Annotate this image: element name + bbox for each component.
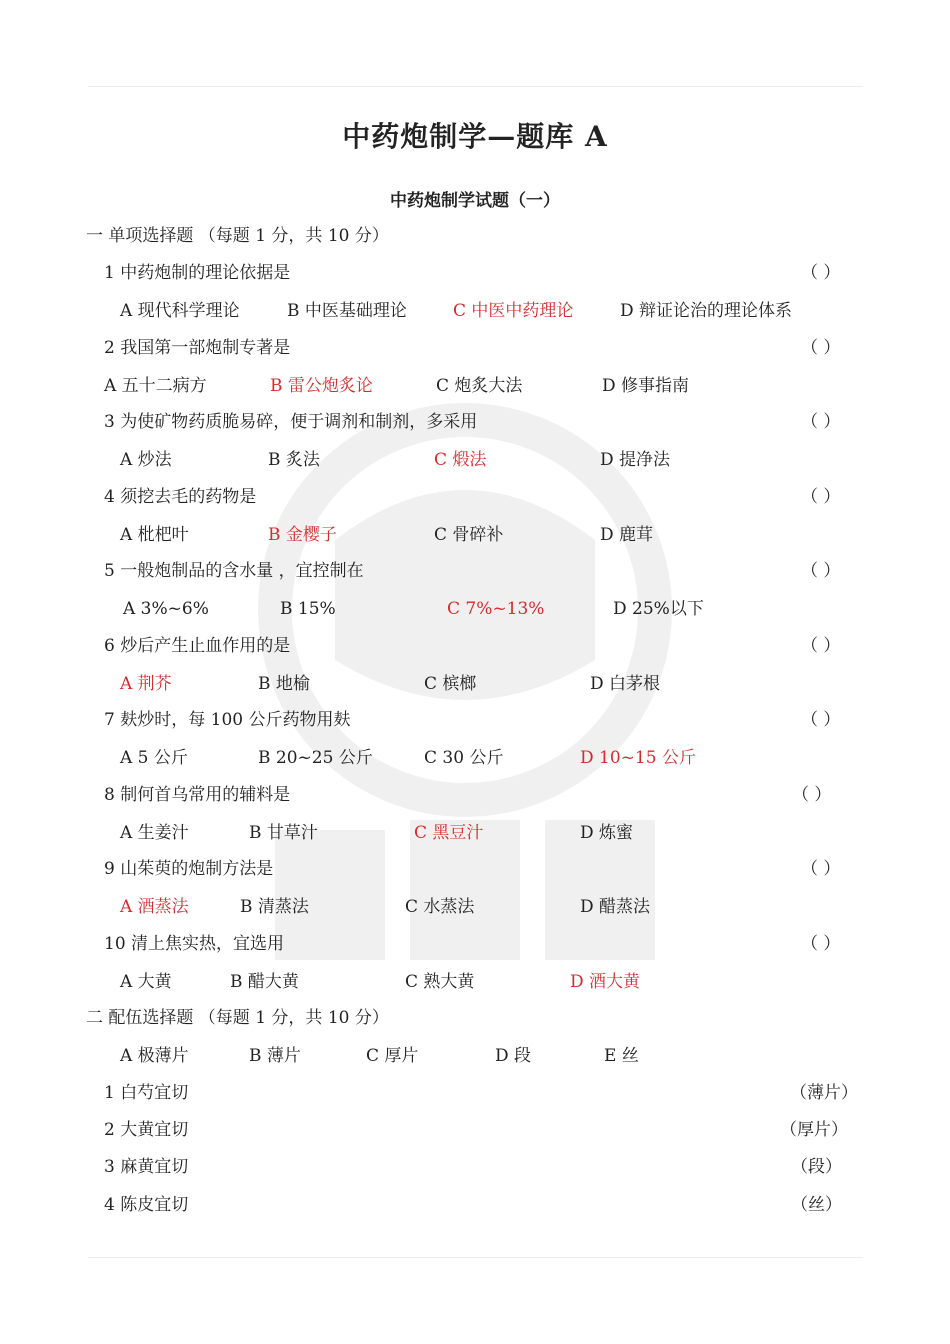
option: B 20~25 公斤 (258, 748, 373, 768)
answer-blank: （ ） (801, 636, 841, 656)
option: B 醋大黄 (230, 972, 299, 992)
option-correct: B 雷公炮炙论 (270, 376, 373, 396)
page-subtitle: 中药炮制学试题（一） (390, 191, 560, 211)
matching-option: B 薄片 (249, 1046, 301, 1066)
option: D 鹿茸 (600, 525, 654, 545)
option: D 修事指南 (602, 376, 690, 396)
question-stem: 1 中药炮制的理论依据是 (104, 263, 291, 283)
option-correct: C 黑豆汁 (414, 823, 484, 843)
option: B 15% (280, 599, 336, 619)
option: D 提净法 (600, 450, 671, 470)
option: A 现代科学理论 (120, 301, 240, 321)
option: D 25%以下 (613, 599, 704, 619)
option-correct: C 7%~13% (447, 599, 545, 619)
matching-item: 2 大黄宜切 (104, 1120, 189, 1140)
option: C 30 公斤 (424, 748, 504, 768)
option: B 甘草汁 (249, 823, 318, 843)
page-title: 中药炮制学—题库 A (342, 120, 608, 153)
option-correct: D 酒大黄 (570, 972, 641, 992)
option: A 枇杷叶 (120, 525, 189, 545)
option-correct: A 酒蒸法 (120, 897, 189, 917)
option: A 炒法 (120, 450, 172, 470)
matching-option: C 厚片 (366, 1046, 419, 1066)
matching-option: E 丝 (604, 1046, 639, 1066)
answer-blank: （ ） (792, 785, 832, 805)
matching-answer: （段） (791, 1157, 842, 1177)
bottom-rule (88, 1257, 863, 1258)
answer-blank: （ ） (801, 338, 841, 358)
question-stem: 7 麸炒时，每 100 公斤药物用麸 (104, 710, 351, 730)
option: A 3%~6% (123, 599, 209, 619)
answer-blank: （ ） (801, 263, 841, 283)
question-stem: 3 为使矿物药质脆易碎，便于调剂和制剂，多采用 (104, 412, 478, 432)
question-stem: 4 须挖去毛的药物是 (104, 487, 257, 507)
option: A 五十二病方 (104, 376, 207, 396)
answer-blank: （ ） (801, 710, 841, 730)
option: B 清蒸法 (240, 897, 309, 917)
option-correct: A 荆芥 (120, 674, 172, 694)
option: D 白茅根 (590, 674, 661, 694)
option-correct: B 金樱子 (268, 525, 337, 545)
matching-item: 3 麻黄宜切 (104, 1157, 189, 1177)
option: B 中医基础理论 (287, 301, 407, 321)
option: D 炼蜜 (580, 823, 634, 843)
option: B 炙法 (268, 450, 320, 470)
matching-answer: （厚片） (780, 1120, 848, 1140)
answer-blank: （ ） (801, 561, 841, 581)
top-rule (88, 86, 863, 87)
question-stem: 9 山茱萸的炮制方法是 (104, 859, 274, 879)
matching-item: 1 白芍宜切 (104, 1083, 189, 1103)
option: C 熟大黄 (405, 972, 475, 992)
option: B 地榆 (258, 674, 310, 694)
question-stem: 2 我国第一部炮制专著是 (104, 338, 291, 358)
matching-option: A 极薄片 (120, 1046, 189, 1066)
answer-blank: （ ） (801, 934, 841, 954)
answer-blank: （ ） (801, 859, 841, 879)
option: C 骨碎补 (434, 525, 504, 545)
option: D 醋蒸法 (580, 897, 651, 917)
matching-option: D 段 (495, 1046, 532, 1066)
answer-blank: （ ） (801, 412, 841, 432)
option: A 5 公斤 (120, 748, 188, 768)
question-stem: 8 制何首乌常用的辅料是 (104, 785, 291, 805)
option: C 炮炙大法 (436, 376, 523, 396)
question-stem: 6 炒后产生止血作用的是 (104, 636, 291, 656)
matching-item: 4 陈皮宜切 (104, 1195, 189, 1215)
option-correct: C 中医中药理论 (453, 301, 574, 321)
option: A 大黄 (120, 972, 172, 992)
option-correct: C 煅法 (434, 450, 487, 470)
question-stem: 5 一般炮制品的含水量 ，宜控制在 (104, 561, 364, 581)
section-1-heading: 一 单项选择题 （每题 1 分，共 10 分） (86, 226, 389, 246)
option: D 辩证论治的理论体系 (620, 301, 793, 321)
matching-answer: （丝） (791, 1195, 842, 1215)
option: C 槟榔 (424, 674, 477, 694)
option-correct: D 10~15 公斤 (580, 748, 696, 768)
matching-answer: （薄片） (790, 1083, 858, 1103)
section-2-heading: 二 配伍选择题 （每题 1 分，共 10 分） (86, 1008, 389, 1028)
option: C 水蒸法 (405, 897, 475, 917)
answer-blank: （ ） (801, 487, 841, 507)
option: A 生姜汁 (120, 823, 189, 843)
question-stem: 10 清上焦实热，宜选用 (104, 934, 285, 954)
